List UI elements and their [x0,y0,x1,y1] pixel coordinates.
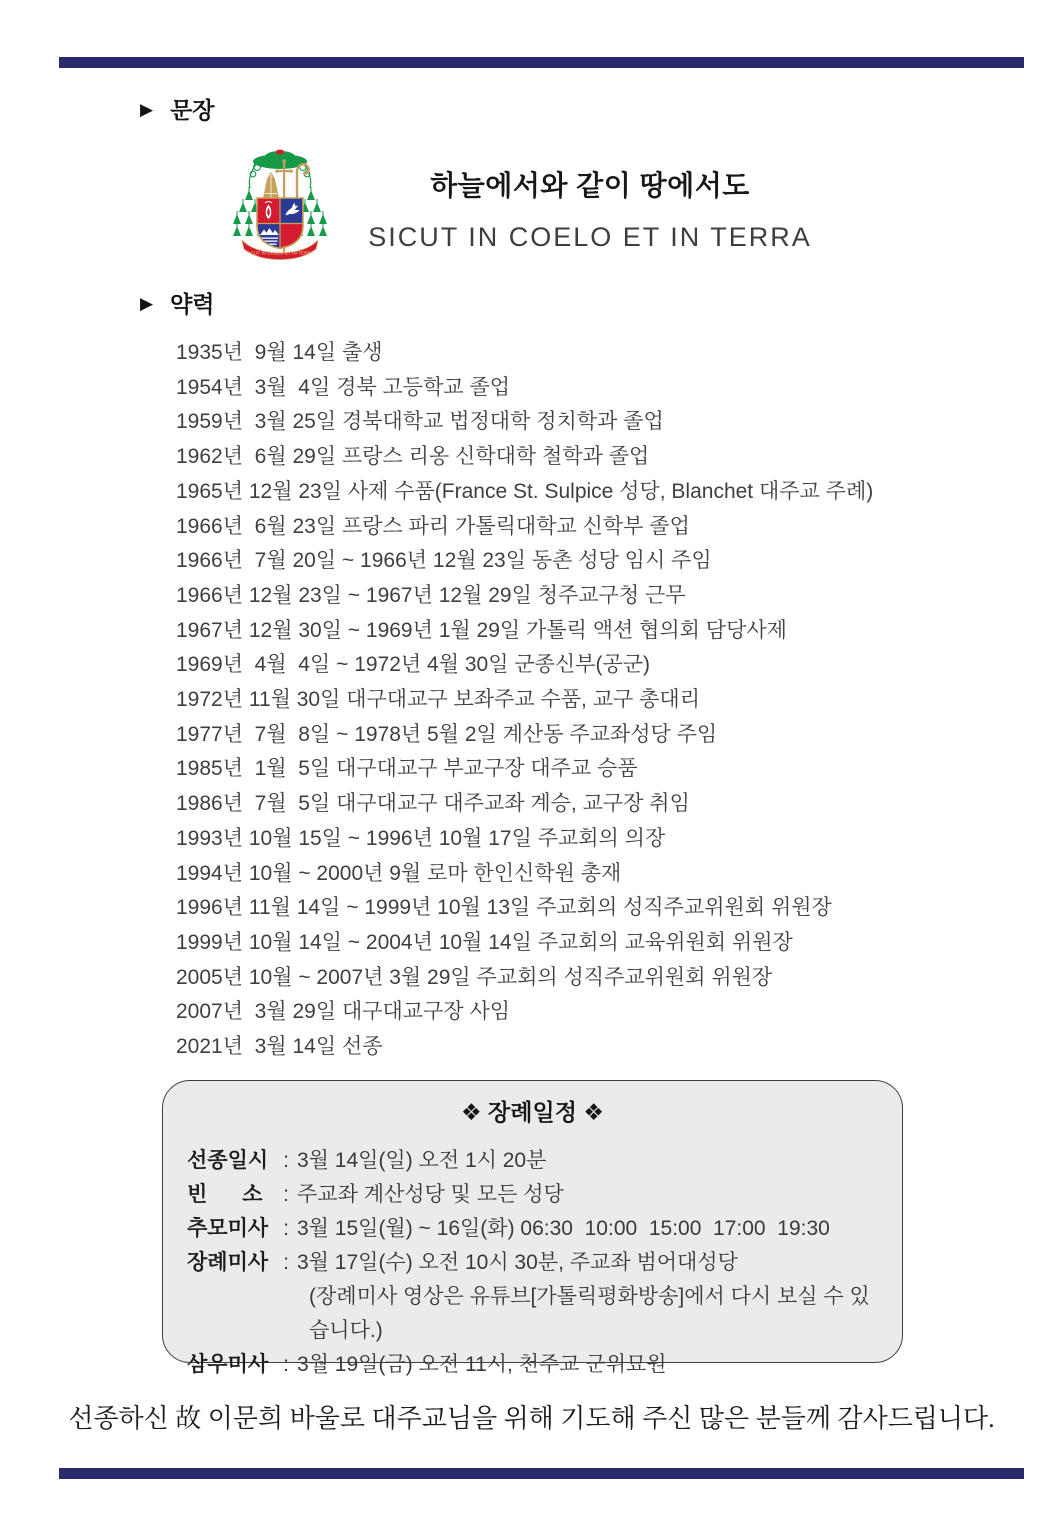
funeral-schedule-box [162,1080,903,1376]
mitre-icon [263,172,279,198]
schedule-row [187,1246,888,1280]
biography-item: 1959년 3월 25일 경북대학교 법정대학 정치학과 졸업 [176,410,664,434]
schedule-row-separator: : [283,1251,289,1274]
schedule-row-value: 3월 15일(월) ~ 16일(화) 06:30 10:00 15:00 17:00 19:30 [297,1217,830,1240]
shield-icon [257,198,303,250]
schedule-row-label: 삼우미사 [187,1353,269,1376]
biography-item: 1985년 1월 5일 대구대교구 부교구장 대주교 승품 [176,757,638,781]
schedule-row-label: 장례미사 [187,1251,269,1274]
schedule-row-separator: : [283,1353,289,1376]
schedule-row [187,1178,888,1212]
biography-item: 1977년 7월 8일 ~ 1978년 5월 2일 계산동 주교좌성당 주임 [176,722,718,746]
biography-item: 1986년 7월 5일 대구대교구 대주교좌 계승, 교구장 취임 [176,792,690,816]
motto-title-block [330,164,850,253]
schedule-row [187,1348,888,1382]
schedule-row-label: 빈 소 [187,1183,263,1206]
play-triangle-icon: ▶ [140,294,154,313]
schedule-row-value: 주교좌 계산성당 및 모든 성당 [297,1183,564,1206]
section-heading-label: 약력 [170,291,215,317]
top-rule [59,57,1024,68]
schedule-row-value: 3월 17일(수) 오전 10시 30분, 주교좌 범어대성당 [297,1251,738,1274]
biography-item: 2021년 3월 14일 선종 [176,1035,383,1059]
schedule-row-value: 3월 14일(일) 오전 1시 20분 [297,1149,547,1172]
play-triangle-icon: ▶ [140,100,154,119]
biography-item: 1962년 6월 29일 프랑스 리옹 신학대학 철학과 졸업 [176,445,650,469]
biography-item: 1994년 10월 ~ 2000년 9월 로마 한인신학원 총재 [176,861,622,885]
bottom-rule [59,1468,1024,1479]
section-heading-motto [140,92,215,125]
section-heading-biography [140,286,215,319]
biography-item: 1954년 3월 4일 경북 고등학교 졸업 [176,375,511,399]
biography-item: 1969년 4월 4일 ~ 1972년 4월 30일 군종신부(공군) [176,653,651,677]
biography-item: 1965년 12월 23일 사제 수품(France St. Sulpice 성당, Blanchet 대주교 주례) [176,479,874,503]
biography-list [176,336,873,1065]
biography-item: 1972년 11월 30일 대구대교구 보좌주교 수품, 교구 총대리 [176,688,700,712]
motto-korean: 하늘에서와 같이 땅에서도 [430,170,750,201]
schedule-row-separator: : [283,1149,289,1172]
biography-item: 1966년 6월 23일 프랑스 파리 가톨릭대학교 신학부 졸업 [176,514,690,538]
biography-item: 1993년 10월 15일 ~ 1996년 10월 17일 주교회의 의장 [176,826,666,850]
funeral-schedule-title: ❖ 장례일정 ❖ [461,1099,604,1125]
biography-item: 1999년 10월 14일 ~ 2004년 10월 14일 주교회의 교육위원회 위원장 [176,930,793,954]
coat-of-arms [227,146,333,264]
biography-item: 1967년 12월 30일 ~ 1969년 1월 29일 가톨릭 액션 협의회 담당사제 [176,618,787,642]
schedule-row-separator: : [283,1183,289,1206]
schedule-row-value: 3월 19일(금) 오전 11시, 천주교 군위묘원 [297,1353,667,1376]
schedule-row [187,1144,888,1178]
schedule-row-note: (장례미사 영상은 유튜브[가톨릭평화방송]에서 다시 보실 수 있습니다.) [309,1285,870,1342]
biography-item: 1996년 11월 14일 ~ 1999년 10월 13일 주교회의 성직주교위원회 위원장 [176,896,832,920]
funeral-schedule-rows [187,1144,888,1382]
biography-item: 2005년 10월 ~ 2007년 3월 29일 주교회의 성직주교위원회 위원장 [176,965,773,989]
biography-item: 2007년 3월 29일 대구대교구장 사임 [176,1000,511,1024]
section-heading-label: 문장 [170,97,215,123]
acknowledgement-text: 선종하신 故 이문희 바울로 대주교님을 위해 기도해 주신 많은 분들께 감사드립니다. [68,1404,995,1433]
motto-latin: SICUT IN COELO ET IN TERRA [368,222,812,252]
ribbon-motto-text: SICUT IN COELO ET IN TERRA [246,250,314,256]
biography-item: 1966년 12월 23일 ~ 1967년 12월 29일 청주교구청 근무 [176,583,686,607]
biography-item: 1935년 9월 14일 출생 [176,341,383,364]
schedule-row [187,1212,888,1246]
schedule-row-label: 추모미사 [187,1217,269,1240]
biography-item: 1966년 7월 20일 ~ 1966년 12월 23일 동촌 성당 임시 주임 [176,549,712,573]
schedule-row-separator: : [283,1217,289,1240]
schedule-row-label: 선종일시 [187,1149,269,1172]
